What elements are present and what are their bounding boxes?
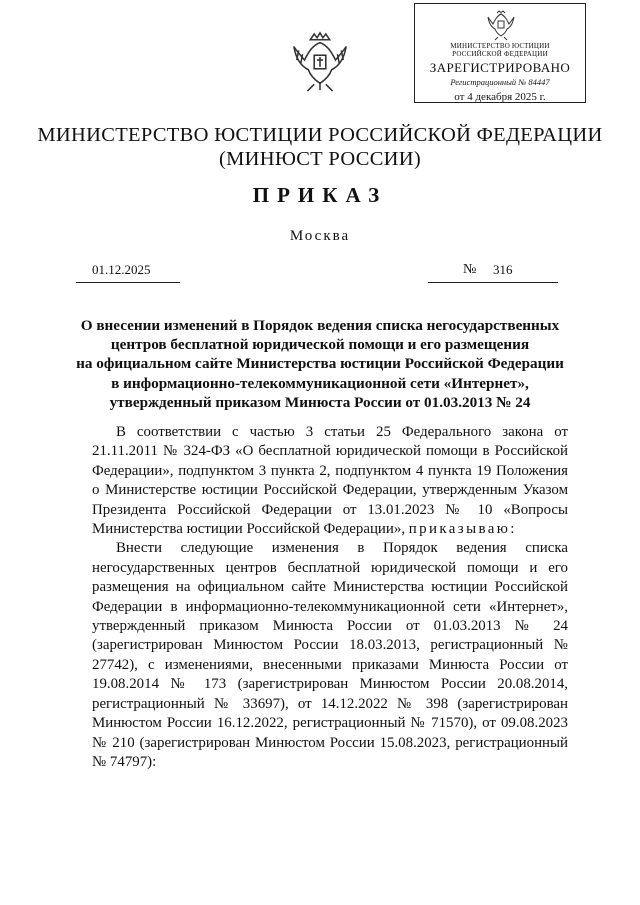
item-paragraph: Внести следующие изменения в Порядок ведения списка негосударственных центров бесплатной юридической помощи и его размещения на официальном сайте Министерства юстиции Российской Федерации в информационно-телекоммуникационной сети «Интернет», утвержденный приказом Минюста России от 01.03.2013 № 24 (зарегистрирован Минюстом России 18.03.2013, регистрационный № 27742), с изменениями, внесенными приказами Минюста России от 19.08.2014 № 173 (зарегистрирован Минюстом России 20.08.2014, регистрационный № 33697), от 14.12.2022 № 398 (зарегистрирован Минюстом России 16.12.2022, регистрационный № 71570), от 09.08.2023 № 210 (зарегистрирован Минюстом России 15.08.2023, регистрационный № 74797): <box>92 540 568 770</box>
number-sign: № <box>463 262 477 277</box>
stamp-reg-date: от 4 декабря 2025 г. <box>454 91 546 103</box>
order-number: 316 <box>493 262 513 277</box>
order-title <box>70 316 570 412</box>
document-type: ПРИКАЗ <box>252 183 388 207</box>
number-underline <box>428 282 558 283</box>
order-date: 01.12.2025 <box>92 262 151 277</box>
stamp-org-line1: МИНИСТЕРСТВО ЮСТИЦИИ <box>450 42 550 50</box>
title-line: О внесении изменений в Порядок ведения списка негосударственных <box>80 317 560 334</box>
title-line: на официальном сайте Министерства юстиции Российской Федерации <box>76 355 564 373</box>
ministry-name <box>0 123 640 171</box>
city: Москва <box>289 228 351 244</box>
coat-of-arms-icon <box>486 9 516 41</box>
date-underline <box>76 282 180 283</box>
ministry-line2: (МИНЮСТ РОССИИ) <box>218 148 422 170</box>
title-line: в информационно-телекоммуникационной сети «Интернет», <box>111 374 529 392</box>
stamp-reg-number: Регистрационный № 84447 <box>450 77 550 87</box>
title-line: центров бесплатной юридической помощи и его размещения <box>110 336 530 354</box>
order-body <box>92 423 568 772</box>
registration-stamp <box>414 3 586 103</box>
preamble-paragraph <box>92 423 568 539</box>
title-line: утвержденный приказом Минюста России от 01.03.2013 № 24 <box>109 393 531 411</box>
stamp-org-line2: РОССИЙСКОЙ ФЕДЕРАЦИИ <box>452 50 548 58</box>
command-word: приказываю: <box>408 521 517 538</box>
ministry-line1: МИНИСТЕРСТВО ЮСТИЦИИ РОССИЙСКОЙ ФЕДЕРАЦИИ <box>37 124 603 146</box>
coat-of-arms-icon <box>290 31 350 93</box>
preamble-text: В соответствии с частью 3 статьи 25 Федерального закона от 21.11.2011 № 324-ФЗ «О бесплатной юридической помощи в Российской Федерации», подпунктом 3 пункта 2, подпунктом 4 пункта 19 Положения о Министерстве юстиции Российской Федерации, утвержденным Указом Президента Российской Федерации от 13.01.2023 № 10 «Вопросы Министерства юстиции Российской Федерации», <box>92 424 568 538</box>
stamp-status: ЗАРЕГИСТРИРОВАНО <box>429 60 571 75</box>
